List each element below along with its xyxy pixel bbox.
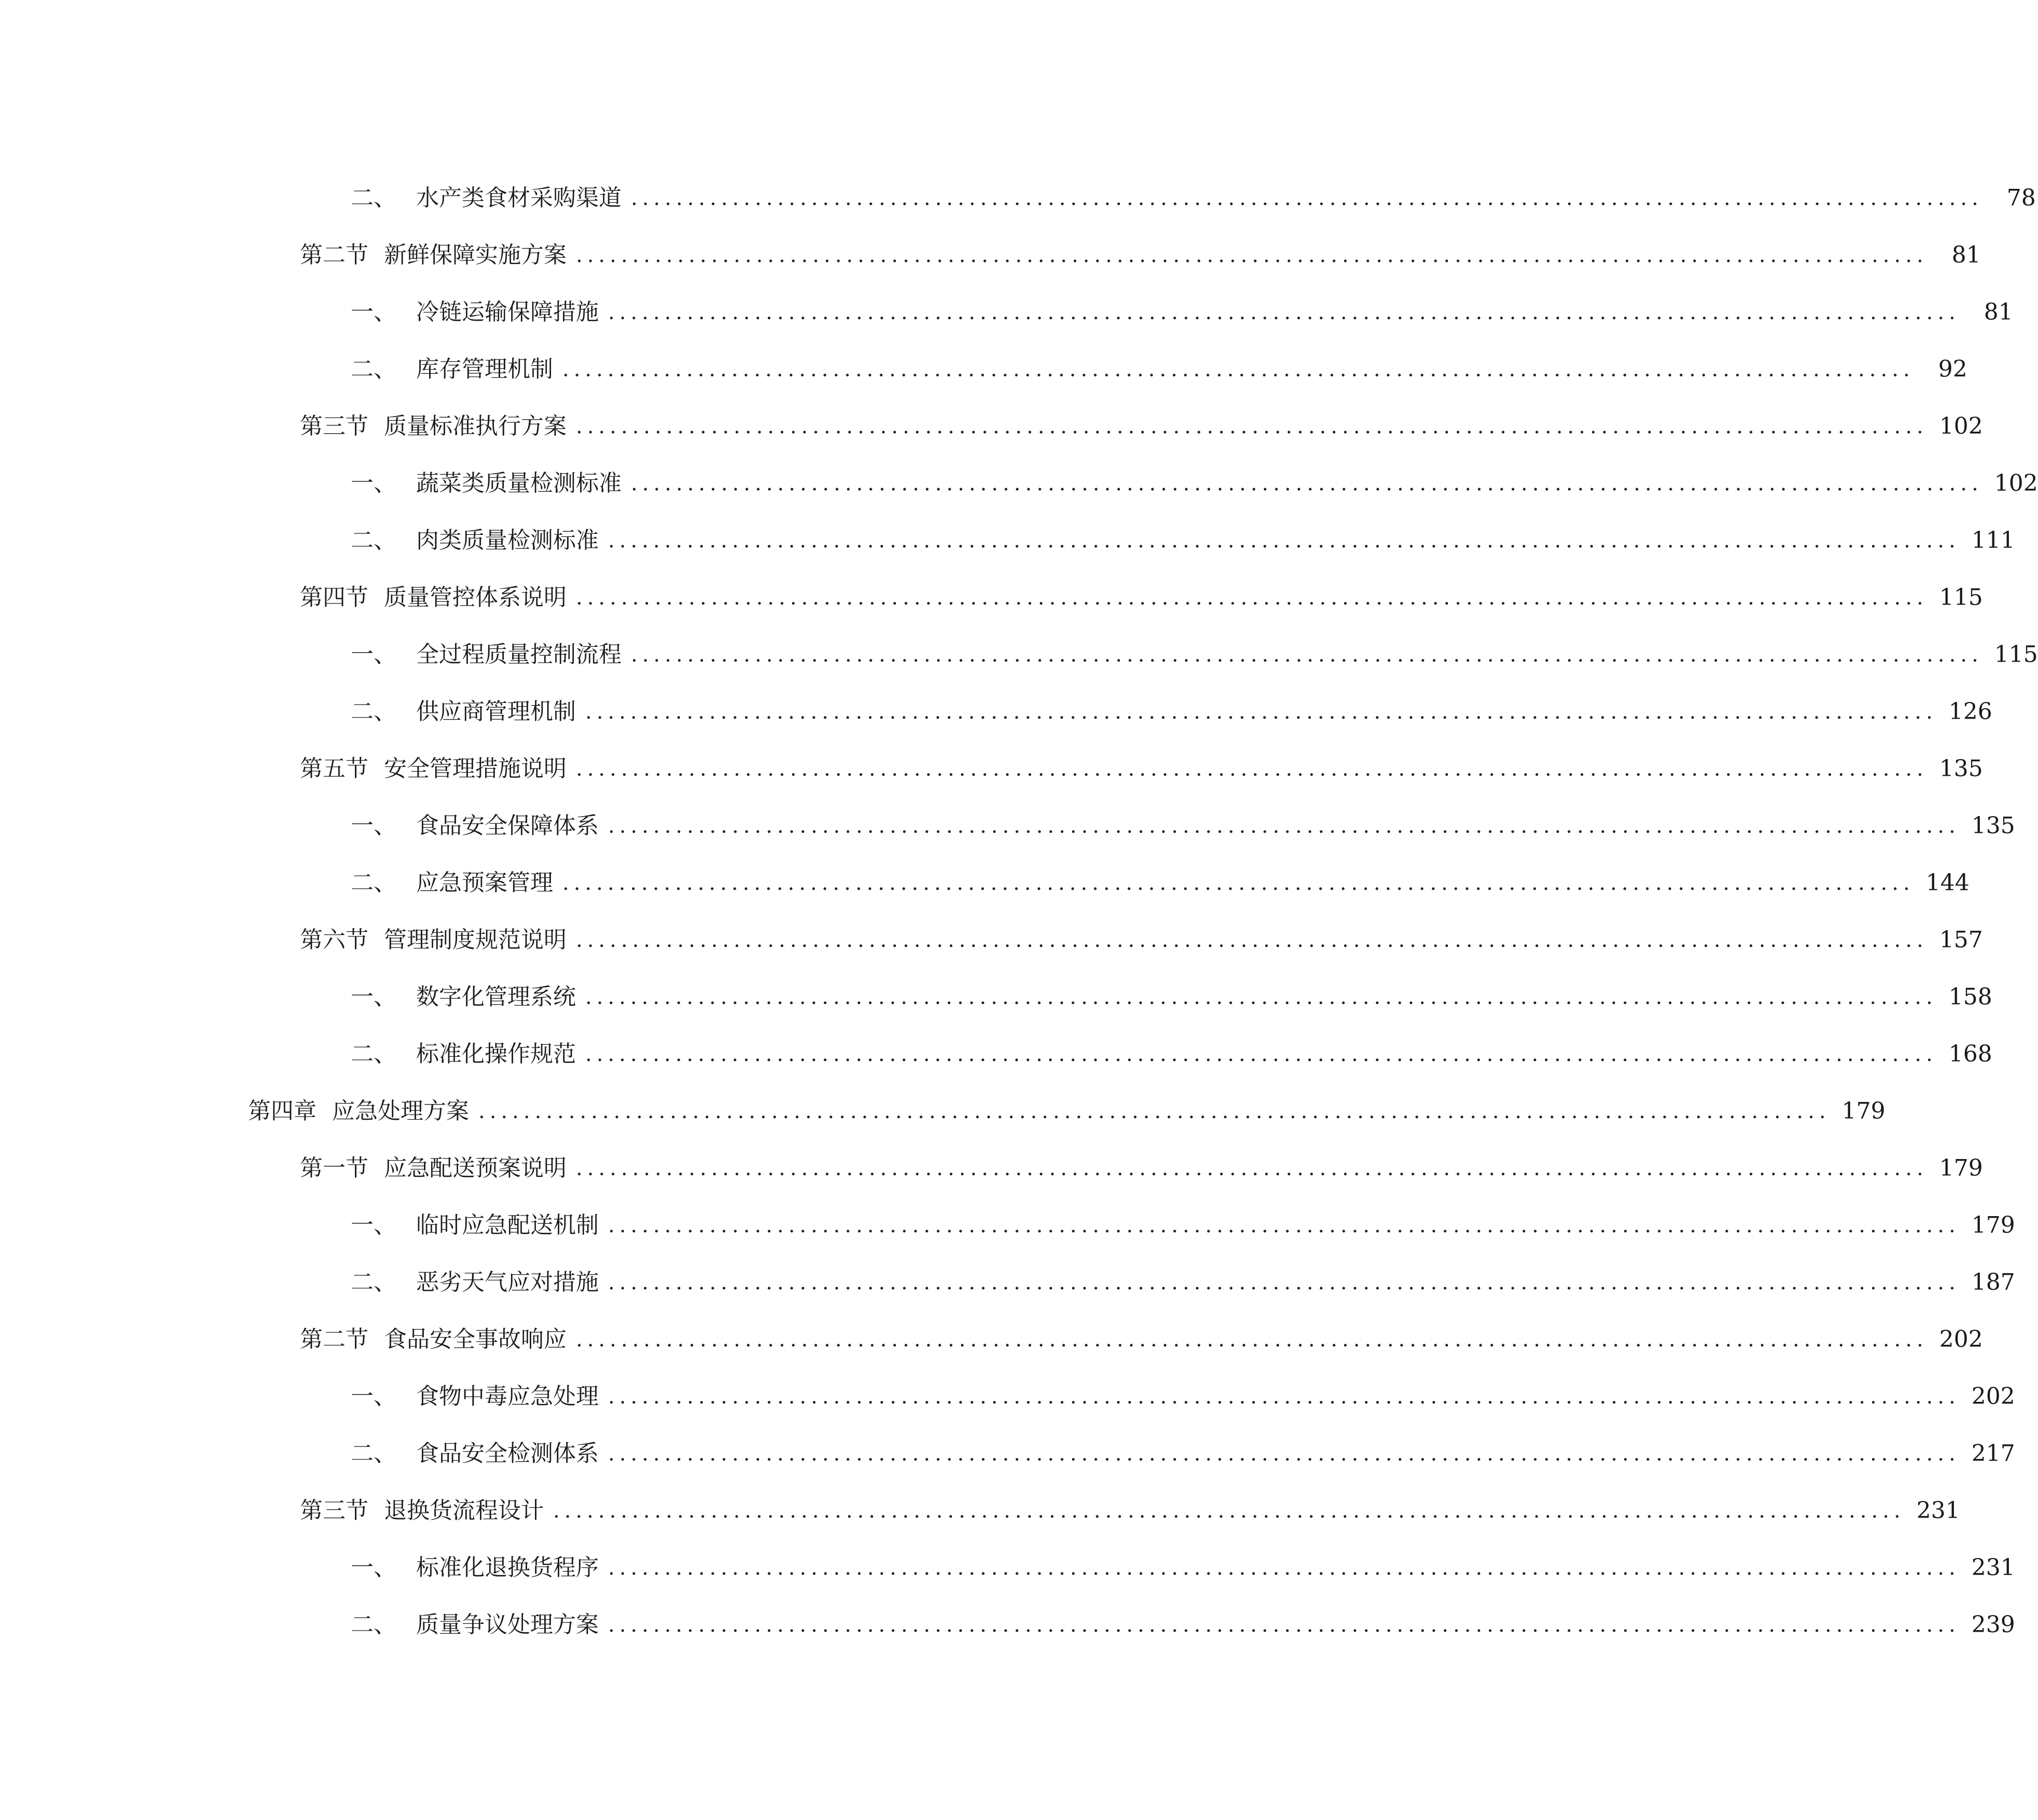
dot-leader: ........................................................................................................................ bbox=[608, 1442, 1960, 1466]
toc-entry-number: 二、 bbox=[351, 1611, 396, 1638]
toc-entry-page-number: 179 bbox=[1841, 1098, 1885, 1124]
toc-entry-page-number: 111 bbox=[1971, 527, 2015, 554]
toc-entry-title: 食物中毒应急处理 bbox=[416, 1383, 599, 1410]
toc-entry-page-number: 179 bbox=[1939, 1155, 1983, 1181]
dot-leader: ........................................................................................................................ bbox=[562, 357, 1915, 381]
toc-entry-number: 二、 bbox=[351, 1440, 396, 1467]
toc-entry-title: 供应商管理机制 bbox=[416, 698, 576, 725]
dot-leader: ........................................................................................................................ bbox=[608, 1271, 1960, 1294]
toc-entry[interactable] bbox=[0, 328, 1967, 385]
toc-entry[interactable] bbox=[0, 1070, 1885, 1127]
toc-entry[interactable] bbox=[0, 1583, 2015, 1640]
toc-entry-page-number: 179 bbox=[1971, 1212, 2015, 1238]
toc-entry-page-number: 144 bbox=[1925, 870, 1970, 896]
toc-entry-title: 食品安全事故响应 bbox=[384, 1326, 567, 1353]
dot-leader: ........................................................................................................................ bbox=[576, 928, 1928, 952]
toc-entry-title: 应急预案管理 bbox=[416, 870, 553, 896]
toc-entry-title: 标准化操作规范 bbox=[416, 1041, 576, 1067]
toc-entry-page-number: 187 bbox=[1971, 1269, 2015, 1295]
toc-entry-title: 食品安全检测体系 bbox=[416, 1440, 599, 1467]
dot-leader: ........................................................................................................................ bbox=[576, 586, 1928, 610]
toc-entry-title: 冷链运输保障措施 bbox=[416, 299, 599, 325]
dot-leader: ........................................................................................................................ bbox=[608, 1385, 1960, 1409]
toc-entry-number: 一、 bbox=[351, 641, 396, 668]
toc-entry[interactable] bbox=[0, 1355, 2015, 1412]
toc-entry[interactable] bbox=[0, 613, 2038, 670]
dot-leader: ........................................................................................................................ bbox=[585, 700, 1937, 724]
dot-leader: ........................................................................................................................ bbox=[608, 1214, 1960, 1237]
toc-entry-number: 第四节 bbox=[300, 584, 368, 611]
dot-leader: ........................................................................................................................ bbox=[562, 871, 1915, 895]
dot-leader: ........................................................................................................................ bbox=[585, 985, 1937, 1009]
toc-entry[interactable] bbox=[0, 1469, 1960, 1526]
toc-entry[interactable] bbox=[0, 1526, 2015, 1583]
toc-entry-title: 蔬菜类质量检测标准 bbox=[416, 470, 622, 497]
toc-entry-page-number: 102 bbox=[1939, 413, 1983, 439]
dot-leader: ........................................................................................................................ bbox=[608, 300, 1960, 324]
table-of-contents bbox=[0, 157, 2038, 1640]
toc-entry-number: 第二节 bbox=[300, 1326, 368, 1353]
toc-entry-title: 库存管理机制 bbox=[416, 356, 553, 382]
toc-entry-page-number: 135 bbox=[1939, 755, 1983, 782]
toc-entry-number: 第三节 bbox=[300, 1497, 368, 1524]
toc-entry[interactable] bbox=[0, 1127, 1983, 1184]
toc-entry[interactable] bbox=[0, 727, 1983, 784]
toc-entry-page-number: 231 bbox=[1916, 1497, 1960, 1524]
toc-entry-page-number: 126 bbox=[1948, 698, 1992, 725]
toc-entry-page-number: 102 bbox=[1994, 470, 2038, 497]
toc-entry[interactable] bbox=[0, 442, 2038, 499]
toc-entry-title: 标准化退换货程序 bbox=[416, 1554, 599, 1581]
dot-leader: ........................................................................................................................ bbox=[631, 472, 1983, 495]
dot-leader: ........................................................................................................................ bbox=[576, 1328, 1928, 1352]
toc-entry-page-number: 168 bbox=[1948, 1041, 1992, 1067]
dot-leader: ........................................................................................................................ bbox=[576, 1156, 1928, 1180]
dot-leader: ........................................................................................................................ bbox=[631, 643, 1983, 667]
toc-entry-page-number: 115 bbox=[1994, 641, 2038, 668]
toc-entry-title: 水产类食材采购渠道 bbox=[416, 185, 622, 211]
toc-entry-page-number: 239 bbox=[1971, 1611, 2015, 1638]
toc-entry-title: 退换货流程设计 bbox=[384, 1497, 544, 1524]
toc-entry-number: 二、 bbox=[351, 1269, 396, 1295]
toc-entry[interactable] bbox=[0, 784, 2015, 842]
toc-entry-title: 临时应急配送机制 bbox=[416, 1212, 599, 1238]
toc-entry-page-number: 78 bbox=[2006, 185, 2036, 211]
toc-entry-page-number: 81 bbox=[1984, 299, 2013, 325]
dot-leader: ........................................................................................................................ bbox=[576, 757, 1928, 781]
toc-entry-title: 管理制度规范说明 bbox=[384, 927, 567, 953]
toc-entry[interactable] bbox=[0, 556, 1983, 613]
toc-entry-page-number: 202 bbox=[1939, 1326, 1983, 1353]
toc-entry-page-number: 231 bbox=[1971, 1554, 2015, 1581]
toc-entry-number: 一、 bbox=[351, 812, 396, 839]
toc-entry-title: 质量标准执行方案 bbox=[384, 413, 567, 439]
toc-entry-number: 一、 bbox=[351, 1383, 396, 1410]
toc-entry-number: 二、 bbox=[351, 527, 396, 554]
toc-entry[interactable] bbox=[0, 1298, 1983, 1355]
toc-entry-page-number: 115 bbox=[1939, 584, 1983, 611]
dot-leader: ........................................................................................................................ bbox=[608, 1613, 1960, 1637]
toc-entry-number: 第三节 bbox=[300, 413, 368, 439]
toc-entry-number: 二、 bbox=[351, 185, 396, 211]
toc-entry-number: 二、 bbox=[351, 1041, 396, 1067]
dot-leader: ........................................................................................................................ bbox=[585, 1042, 1937, 1066]
toc-entry-page-number: 217 bbox=[1971, 1440, 2015, 1467]
toc-entry-number: 第六节 bbox=[300, 927, 368, 953]
toc-entry[interactable] bbox=[0, 214, 1981, 271]
dot-leader: ........................................................................................................................ bbox=[608, 1556, 1960, 1580]
toc-entry[interactable] bbox=[0, 499, 2015, 556]
toc-entry-number: 二、 bbox=[351, 698, 396, 725]
dot-leader: ........................................................................................................................ bbox=[576, 415, 1928, 438]
toc-entry-title: 质量管控体系说明 bbox=[384, 584, 567, 611]
dot-leader: ........................................................................................................................ bbox=[631, 186, 1983, 210]
toc-entry[interactable] bbox=[0, 271, 2013, 328]
toc-entry-title: 质量争议处理方案 bbox=[416, 1611, 599, 1638]
toc-entry[interactable] bbox=[0, 157, 2036, 214]
toc-entry-page-number: 92 bbox=[1938, 356, 1967, 382]
toc-entry-number: 一、 bbox=[351, 470, 396, 497]
toc-entry-number: 一、 bbox=[351, 1212, 396, 1238]
toc-entry[interactable] bbox=[0, 899, 1983, 956]
toc-entry-title: 恶劣天气应对措施 bbox=[416, 1269, 599, 1295]
toc-entry-number: 第二节 bbox=[300, 242, 368, 268]
toc-entry-page-number: 202 bbox=[1971, 1383, 2015, 1410]
toc-entry-number: 一、 bbox=[351, 984, 396, 1010]
dot-leader: ........................................................................................................................ bbox=[608, 529, 1960, 553]
toc-entry[interactable] bbox=[0, 1412, 2015, 1469]
toc-entry[interactable] bbox=[0, 842, 1970, 899]
toc-entry-number: 第四章 bbox=[248, 1098, 316, 1124]
toc-entry-number: 一、 bbox=[351, 1554, 396, 1581]
toc-entry-title: 应急处理方案 bbox=[332, 1098, 469, 1124]
toc-entry-number: 二、 bbox=[351, 356, 396, 382]
toc-entry-number: 第一节 bbox=[300, 1155, 368, 1181]
dot-leader: ........................................................................................................................ bbox=[576, 243, 1928, 267]
toc-entry-page-number: 81 bbox=[1951, 242, 1981, 268]
toc-entry-number: 一、 bbox=[351, 299, 396, 325]
toc-entry-title: 全过程质量控制流程 bbox=[416, 641, 622, 668]
toc-entry-page-number: 135 bbox=[1971, 812, 2015, 839]
toc-entry-page-number: 158 bbox=[1948, 984, 1992, 1010]
toc-entry-title: 肉类质量检测标准 bbox=[416, 527, 599, 554]
toc-entry[interactable] bbox=[0, 385, 1983, 442]
toc-entry-page-number: 157 bbox=[1939, 927, 1983, 953]
toc-entry-title: 数字化管理系统 bbox=[416, 984, 576, 1010]
toc-entry-title: 安全管理措施说明 bbox=[384, 755, 567, 782]
toc-entry[interactable] bbox=[0, 1184, 2015, 1241]
toc-entry-number: 第五节 bbox=[300, 755, 368, 782]
dot-leader: ........................................................................................................................ bbox=[478, 1099, 1830, 1123]
toc-entry[interactable] bbox=[0, 670, 1992, 727]
toc-entry[interactable] bbox=[0, 1241, 2015, 1298]
toc-entry-title: 食品安全保障体系 bbox=[416, 812, 599, 839]
toc-entry[interactable] bbox=[0, 1013, 1992, 1070]
dot-leader: ........................................................................................................................ bbox=[608, 814, 1960, 838]
toc-entry[interactable] bbox=[0, 956, 1992, 1013]
toc-entry-title: 应急配送预案说明 bbox=[384, 1155, 567, 1181]
toc-entry-number: 二、 bbox=[351, 870, 396, 896]
dot-leader: ........................................................................................................................ bbox=[553, 1499, 1905, 1523]
toc-entry-title: 新鲜保障实施方案 bbox=[384, 242, 567, 268]
